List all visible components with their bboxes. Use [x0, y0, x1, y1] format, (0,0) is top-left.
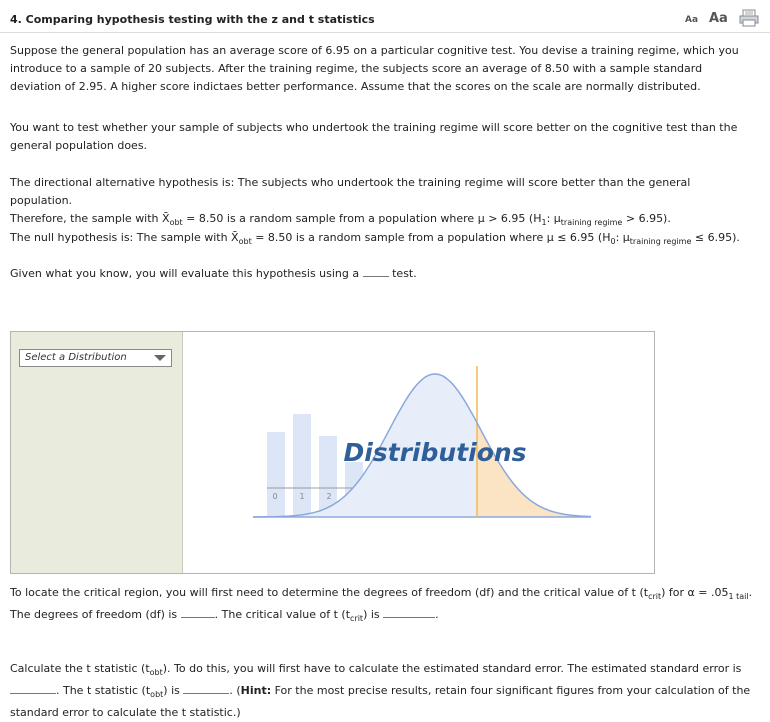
critical-region-paragraph: To locate the critical region, you will first need to determine the degrees of freedom (df) and the critical value of t $(t_{crit})$ for $\alpha = .05_{1 tail}$. The degrees of freedom (df) is . The critical value of t $(t_{crit})$ is .: [10, 586, 753, 624]
distribution-preview: [183, 332, 653, 573]
chevron-down-icon: [154, 355, 166, 361]
intro-paragraph: Suppose the general population has an average score of 6.95 on a particular cognitive test. You devise a training regime, which you introduce to a sample of 20 subjects. After the training regime, the subjects score an average of 8.50 with a sample standard deviation of 2.95. A higher score indictaes better performance. Assume that the scores on the scale are normally distributed.: [10, 44, 739, 93]
null-hypothesis-paragraph: The null hypothesis is: The sample with $X̄_{obt} = 8.50$ is a random sample from a population where μ ≤ 6.95 ($H_0$: $\mu_{training regime} \le 6.95$).: [10, 231, 740, 247]
decrease-font-button[interactable]: Aa: [685, 15, 699, 25]
header-bar: [0, 0, 770, 36]
preview-tick-label: 2: [326, 492, 332, 501]
test-type-blank[interactable]: [363, 276, 389, 277]
t-crit-blank[interactable]: [383, 617, 435, 618]
goal-paragraph: You want to test whether your sample of subjects who undertook the training regime will score better on the cognitive test than the general population does.: [10, 121, 738, 152]
preview-bar: [267, 432, 285, 516]
preview-tick-label: 0: [272, 492, 278, 501]
calculate-paragraph: Calculate the t statistic $(t_{obt})$. To do this, you will first have to calculate the estimated standard error. The estimated standard error is . The t statistic $(t_{obt})$ is . (Hint: For the most precise results, retain four significant figures from your calculation of the standard error to calculate the t statistic.): [10, 662, 751, 720]
distribution-select-label: Select a Distribution: [25, 352, 127, 363]
alt-line1: The directional alternative hypothesis is: The subjects who undertook the training regime will score better than the general population.: [10, 176, 691, 207]
t-statistic-blank[interactable]: [183, 693, 229, 694]
standard-error-blank[interactable]: [10, 693, 56, 694]
df-blank[interactable]: [181, 617, 215, 618]
distribution-tool: [10, 331, 655, 574]
increase-font-button[interactable]: Aa: [709, 11, 728, 26]
preview-tick-label: 1: [299, 492, 305, 501]
print-icon[interactable]: [739, 9, 759, 27]
given-paragraph: Given what you know, you will evaluate this hypothesis using a test.: [10, 267, 417, 280]
distributions-watermark: Distributions: [343, 438, 527, 467]
alternative-hypothesis-paragraph: The directional alternative hypothesis is: The subjects who undertook the training regime will score better than the general population. Therefore, the sample with $X̄_{obt} = 8.50$ is a random sample from a population where μ > 6.95 ($H_1$: $\mu_{training regime} > 6.95$).: [10, 176, 691, 228]
question-title: 4. Comparing hypothesis testing with the z and t statistics: [10, 13, 375, 26]
header-divider: [0, 32, 770, 33]
tool-sidebar: [11, 332, 183, 573]
distribution-select[interactable]: [19, 349, 172, 367]
